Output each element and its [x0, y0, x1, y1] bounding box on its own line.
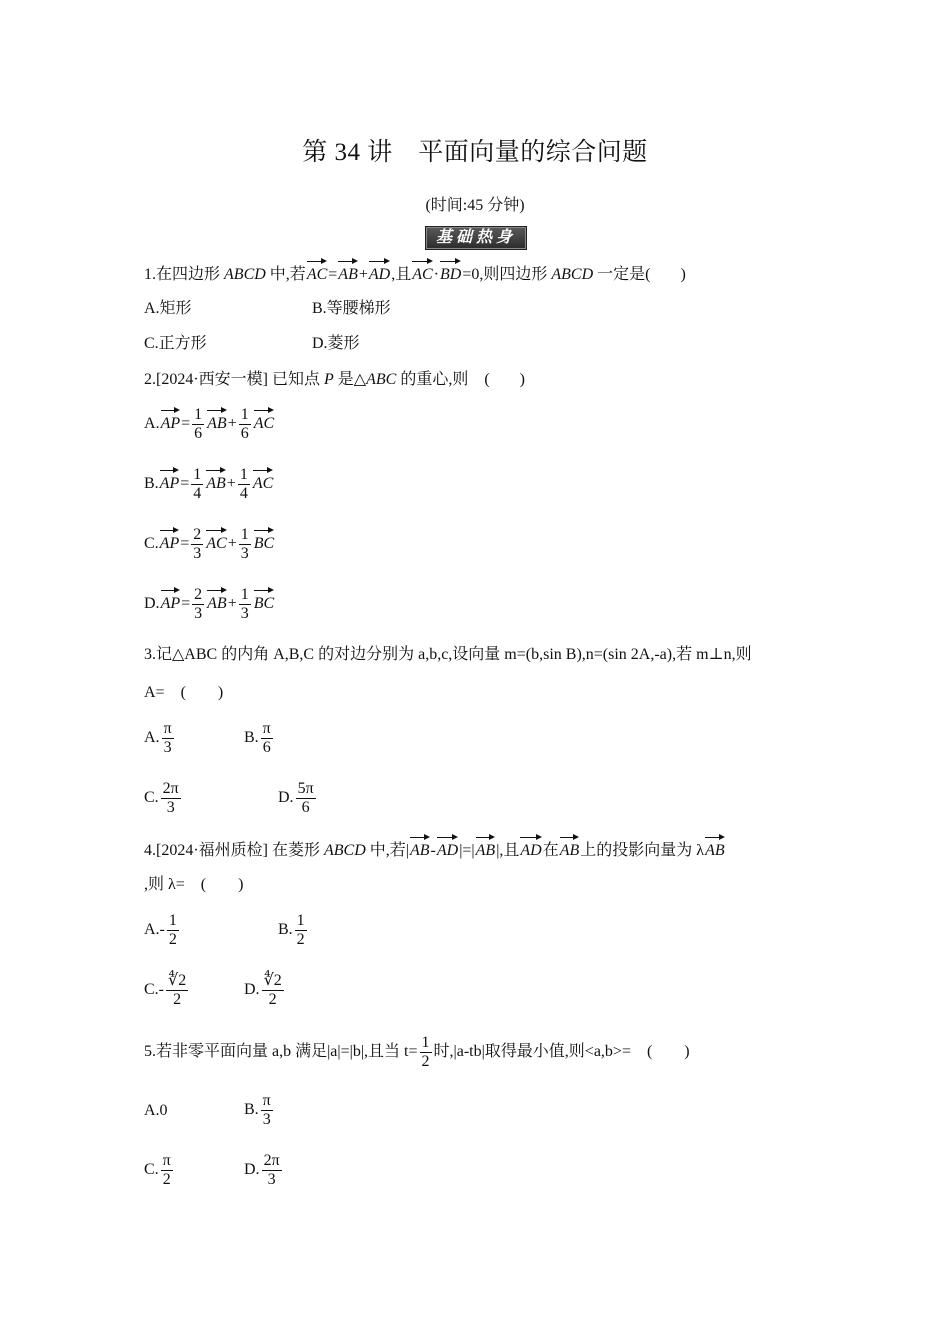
q4-option-d: D. $\frac{∜2}{2}$ [244, 972, 282, 1008]
question-5: 5.若非零平面向量 a,b 满足|a|=|b|,且当 t= $\frac{1}{2}$ 时,|a-tb|取得最小值,则<a,b>= ( ) [144, 1034, 690, 1070]
vector-ad: AD [369, 258, 390, 288]
question-2: 2.[2024·西安一模] 已知点 P 是△ABC 的重心,则 ( ) [144, 371, 525, 388]
q5-option-c: C. $\frac{\pi}{2}$ [144, 1152, 171, 1188]
vector-ac: AC [412, 258, 432, 288]
q2-option-c: C.AP= $\frac{2}{3}$ AC+ $\frac{1}{3}$ BC [144, 526, 275, 562]
question-4-line-1: 4.[2024·福州质检] 在菱形 ABCD 中,若|AB-AD|=|AB|,且AD在AB上的投影向量为 λAB [144, 834, 726, 864]
q1-option-d: D.菱形 [312, 335, 360, 352]
question-4-line-2: ,则 λ= ( ) [144, 876, 244, 893]
q5-option-a: A.0 [144, 1102, 168, 1119]
q1-option-c: C.正方形 [144, 335, 207, 352]
question-1: 1.在四边形 ABCD 中,若AC=AB+AD,且AC·BD=0,则四边形 ABCD 一定是( ) [144, 258, 686, 288]
q4-option-a: A.- $\frac{1}{2}$ [144, 912, 177, 948]
q2-option-d: D.AP= $\frac{2}{3}$ AB+ $\frac{1}{3}$ BC [144, 586, 275, 622]
q3-option-b: B. $\frac{\pi}{6}$ [244, 720, 271, 756]
question-3-line-2: A= ( ) [144, 684, 224, 701]
q3-option-a: A. $\frac{\pi}{3}$ [144, 720, 172, 756]
vector-bd: BD [440, 258, 461, 288]
q5-option-b: B. $\frac{\pi}{3}$ [244, 1092, 271, 1128]
q3-option-d: D. $\frac{5\pi}{6}$ [278, 780, 314, 816]
vector-ab: AB [338, 258, 358, 288]
q5-option-d: D. $\frac{2\pi}{3}$ [244, 1152, 280, 1188]
q1-option-a: A.矩形 [144, 300, 192, 317]
question-3-line-1: 3.记△ABC 的内角 A,B,C 的对边分别为 a,b,c,设向量 m=(b,sin B),n=(sin 2A,-a),若 m⊥n,则 [144, 646, 752, 663]
vector-ac: AC [307, 258, 327, 288]
q3-option-c: C. $\frac{2\pi}{3}$ [144, 780, 179, 816]
page-title: 第 34 讲 平面向量的综合问题 [302, 139, 648, 166]
q1-option-b: B.等腰梯形 [312, 300, 391, 317]
q4-option-c: C.- $\frac{∜2}{2}$ [144, 972, 187, 1008]
q2-option-a: A.AP= $\frac{1}{6}$ AB+ $\frac{1}{6}$ AC [144, 406, 275, 442]
time-limit: (时间:45 分钟) [425, 197, 525, 214]
section-badge: 基础热身 [425, 226, 527, 250]
q2-option-b: B.AP= $\frac{1}{4}$ AB+ $\frac{1}{4}$ AC [144, 466, 274, 502]
q4-option-b: B. $\frac{1}{2}$ [278, 912, 305, 948]
